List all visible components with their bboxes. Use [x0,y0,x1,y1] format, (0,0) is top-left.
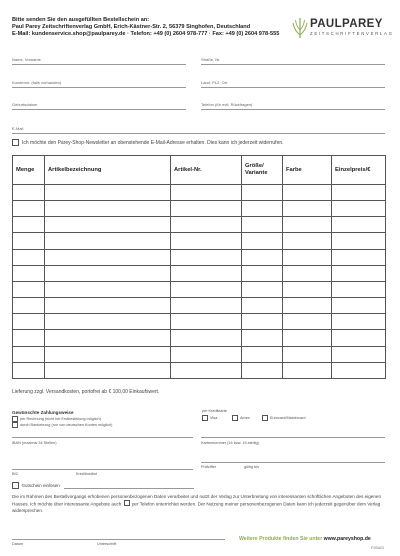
phone-field-label: Telefon (für evtl. Rückfragen) [201,102,253,107]
column-header-color: Farbe [283,156,332,185]
order-row [13,217,386,233]
visa-checkbox[interactable] [202,415,208,421]
gift-voucher-checkbox[interactable] [12,482,19,489]
order-row [13,233,386,249]
birthdate-field[interactable] [12,99,186,110]
logo-subtitle: ZEITSCHRIFTENVERLAG [310,31,394,36]
order-row [13,362,386,378]
payment-heading: Gewünschte Zahlungsweise [12,410,74,415]
size-variant-cell[interactable] [242,314,283,330]
name-field-label: Name, Vorname [12,57,41,62]
article-number-cell[interactable] [171,298,242,314]
unit-price-cell[interactable] [332,249,386,265]
column-header-size-variant: Größe/ Variante [242,156,283,185]
article-number-cell[interactable] [171,185,242,201]
article-number-cell[interactable] [171,249,242,265]
header-instruction: Bitte senden Sie den ausgefüllten Bestellschein an: [12,17,150,23]
quantity-cell[interactable] [13,201,45,217]
article-name-cell[interactable] [45,281,171,297]
color-cell[interactable] [283,249,332,265]
color-cell[interactable] [283,346,332,362]
privacy-text-1: Die im Rahmen des Bestellvorgangs erhobenen personenbezogenen Daten verarbeitet und nutzt der Verlag zur Unterbreitung von interessanten schriftlichen Angeboten des eigenen Hauses. Ich möchte über interessante Angebote auch [12,494,382,507]
unit-price-cell[interactable] [332,281,386,297]
footer-promo [239,536,371,542]
article-name-cell[interactable] [45,330,171,346]
gift-voucher-label: Gutschein einlösen [21,482,60,488]
card-number-label: Kartennummer (16 bzw. 15-stellig) [201,441,259,445]
quantity-cell[interactable] [13,346,45,362]
logo-name: PAULPAREY [310,18,383,30]
size-variant-cell[interactable] [242,330,283,346]
order-row [13,281,386,297]
order-table-header [13,156,386,185]
unit-price-cell[interactable] [332,233,386,249]
color-cell[interactable] [283,314,332,330]
article-name-cell[interactable] [45,217,171,233]
article-number-cell[interactable] [171,217,242,233]
unit-price-cell[interactable] [332,346,386,362]
order-row [13,185,386,201]
article-name-cell[interactable] [45,233,171,249]
street-field-label: Straße, Nr. [201,57,221,62]
article-name-cell[interactable] [45,362,171,378]
unit-price-cell[interactable] [332,298,386,314]
column-header-unit-price: Einzelpreis/€ [332,156,386,185]
bic-bank-field[interactable] [12,469,193,470]
card-number-field[interactable] [201,437,385,438]
order-row [13,346,386,362]
date-label: Datum [12,542,24,546]
valid-until-label: gültig bis [244,465,259,469]
footer-text: Weitere Produkte finden Sie unter [239,536,323,542]
order-row [13,265,386,281]
unit-price-cell[interactable] [332,314,386,330]
article-number-cell[interactable] [171,281,242,297]
mastercard-checkbox[interactable] [262,415,268,421]
amex-checkbox[interactable] [232,415,238,421]
privacy-text-2: per Telefon unterrichtet werden. Der Nutzung meiner personenbezogenen Daten kann ich jederzeit gegenüber dem Verlag widersprechen. [12,501,381,514]
size-variant-cell[interactable] [242,217,283,233]
cvc-label: Prüfziffer [201,465,217,469]
article-number-cell[interactable] [171,362,242,378]
card-check-field[interactable] [201,462,385,463]
article-number-cell[interactable] [171,265,242,281]
color-cell[interactable] [283,201,332,217]
size-variant-cell[interactable] [242,362,283,378]
article-number-cell[interactable] [171,233,242,249]
article-name-cell[interactable] [45,314,171,330]
order-row [13,314,386,330]
quantity-cell[interactable] [13,185,45,201]
shipping-note: Lieferung zzgl. Versandkosten, portofrei ab € 100,00 Einkaufswert. [12,389,160,395]
quantity-cell[interactable] [13,249,45,265]
form-header [12,17,302,39]
article-name-cell[interactable] [45,249,171,265]
signature-label: Unterschrift [97,542,117,546]
gift-voucher-field[interactable] [64,488,194,489]
email-field[interactable] [12,123,385,134]
birthdate-field-label: Geburtsdatum [12,102,38,107]
size-variant-cell[interactable] [242,201,283,217]
iban-field[interactable] [12,437,193,438]
quantity-cell[interactable] [13,265,45,281]
color-cell[interactable] [283,233,332,249]
size-variant-cell[interactable] [242,298,283,314]
size-variant-cell[interactable] [242,346,283,362]
size-variant-cell[interactable] [242,185,283,201]
invoice-label: per Rechnung (nicht bei Erstbestellung möglich) [20,417,101,421]
email-field-label: E-Mail [12,126,24,131]
color-cell[interactable] [283,330,332,346]
article-name-cell[interactable] [45,201,171,217]
article-name-cell[interactable] [45,185,171,201]
color-cell[interactable] [283,298,332,314]
article-name-cell[interactable] [45,298,171,314]
cc-option-visa[interactable] [202,415,217,421]
color-cell[interactable] [283,265,332,281]
unit-price-cell[interactable] [332,265,386,281]
footer-url-link[interactable]: www.pareyshop.de [323,536,371,542]
paulparey-logo [292,17,392,41]
name-field[interactable] [12,54,186,65]
order-row [13,249,386,265]
street-field[interactable] [201,54,385,65]
customer-number-label: Kundennr. (falls vorhanden) [12,80,62,85]
newsletter-checkbox[interactable] [12,139,19,146]
quantity-cell[interactable] [13,233,45,249]
customer-number-field[interactable] [12,77,186,88]
quantity-cell[interactable] [13,330,45,346]
size-variant-cell[interactable] [242,265,283,281]
size-variant-cell[interactable] [242,249,283,265]
debit-label: durch Bankeinzug (nur von deutschen Konten möglich) [20,423,113,427]
color-cell[interactable] [283,217,332,233]
unit-price-cell[interactable] [332,362,386,378]
header-contact: E-Mail: kundenservice.shop@paulparey.de · Telefon: +49 (0) 2604 978-777 · Fax: +49 (0) 2604 978-555 [12,31,280,38]
column-header-quantity: Menge [13,156,45,185]
color-cell[interactable] [283,185,332,201]
unit-price-cell[interactable] [332,330,386,346]
city-field-label: Land, PLZ, Ort [201,80,228,85]
order-table-body [13,185,386,379]
quantity-cell[interactable] [13,281,45,297]
city-field[interactable] [201,77,385,88]
gift-voucher-option[interactable] [12,482,60,489]
mastercard-label: Eurocard/Mastercard [270,416,306,420]
article-name-cell[interactable] [45,346,171,362]
unit-price-cell[interactable] [332,201,386,217]
column-header-article-number: Artikel-Nr. [171,156,242,185]
column-header-article-name: Artikelbezeichnung [45,156,171,185]
iban-label: IBAN (maximal 34 Stellen) [12,441,57,445]
order-row [13,330,386,346]
order-row [13,298,386,314]
article-name-cell[interactable] [45,265,171,281]
bic-label: BIC [12,472,19,476]
unit-price-cell[interactable] [332,217,386,233]
quantity-cell[interactable] [13,362,45,378]
order-table [12,155,386,379]
article-number-cell[interactable] [171,346,242,362]
visa-label: Visa [210,416,218,420]
unit-price-cell[interactable] [332,185,386,201]
newsletter-label: Ich möchte den Parey-Shop-Newsletter an obenstehende E-Mail-Adresse erhalten. Dies kann ich jederzeit widerrufen. [22,139,284,146]
cc-option-amex[interactable] [232,415,250,421]
quantity-cell[interactable] [13,298,45,314]
bank-label: Kreditinstitut [76,472,97,476]
color-cell[interactable] [283,362,332,378]
size-variant-cell[interactable] [242,233,283,249]
form-code: F2BA03 [371,546,384,550]
header-address: Paul Parey Zeitschriftenverlag GmbH, Erich-Kästner-Str. 2, 56379 Singhofen, Deutschland [12,24,251,31]
size-variant-cell[interactable] [242,281,283,297]
amex-label: Amex [240,416,250,420]
color-cell[interactable] [283,281,332,297]
article-number-cell[interactable] [171,314,242,330]
logo-mark-icon [292,17,308,39]
payment-option-debit[interactable] [12,422,112,428]
quantity-cell[interactable] [13,217,45,233]
signature-field[interactable] [12,539,225,540]
article-number-cell[interactable] [171,201,242,217]
newsletter-option[interactable] [12,139,284,146]
debit-checkbox[interactable] [12,422,18,428]
cc-option-mastercard[interactable] [262,415,305,421]
privacy-notice [12,494,384,515]
creditcard-heading: per Kreditkarte [202,409,227,413]
order-row [13,201,386,217]
phone-field[interactable] [201,99,385,110]
phone-consent-checkbox[interactable] [124,500,130,506]
article-number-cell[interactable] [171,330,242,346]
quantity-cell[interactable] [13,314,45,330]
